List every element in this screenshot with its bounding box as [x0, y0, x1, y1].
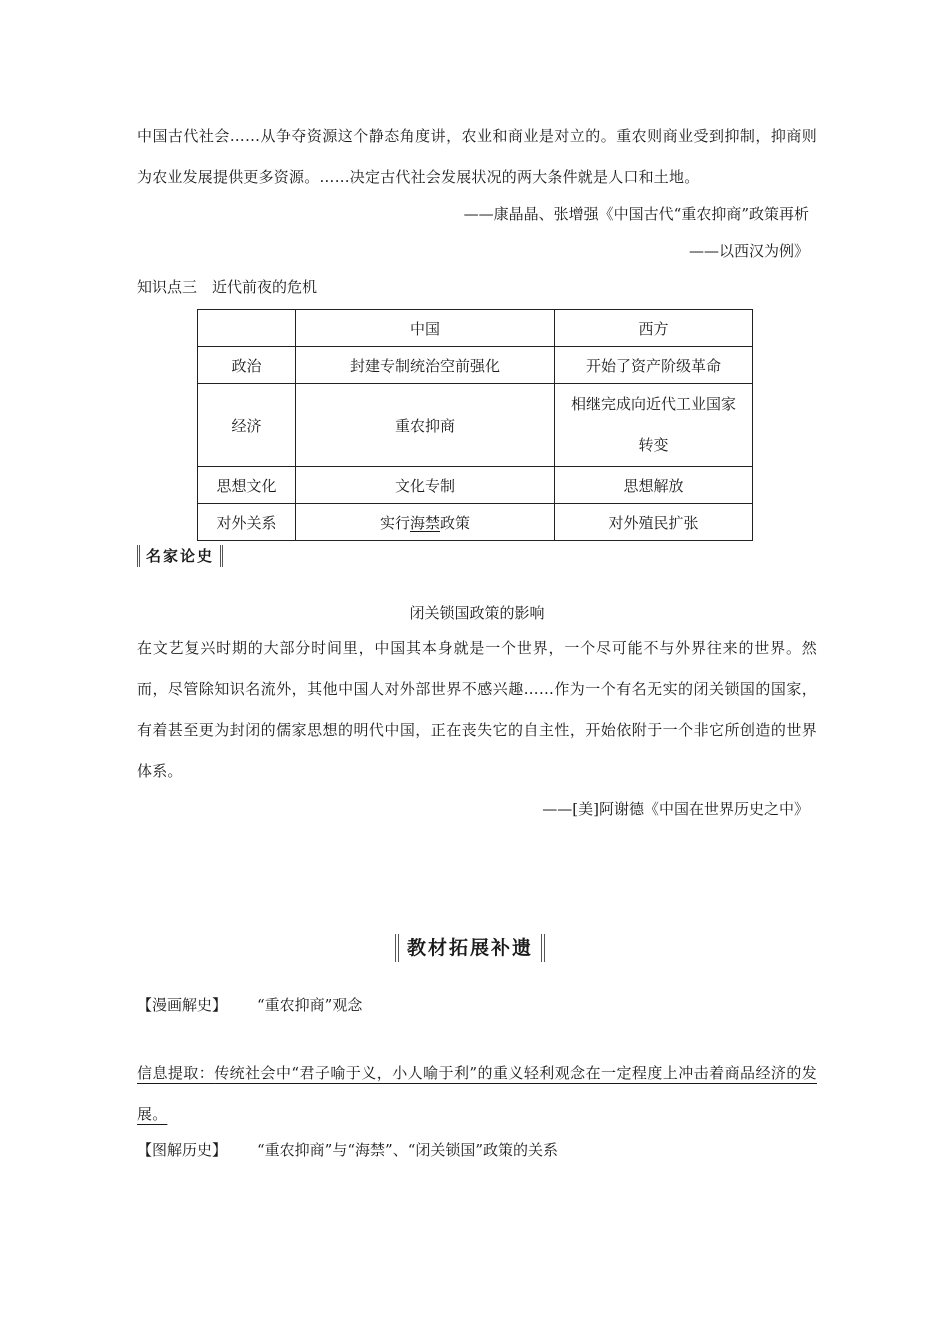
- west-cell-text: 相继完成向近代工业国家转变: [570, 395, 736, 454]
- info-paragraph: [137, 1053, 817, 1135]
- row-label: 对外关系: [198, 504, 296, 541]
- china-cell: 文化专制: [296, 467, 555, 504]
- west-cell: 对外殖民扩张: [555, 504, 753, 541]
- quote-paragraph: 中国古代社会……从争夺资源这个静态角度讲，农业和商业是对立的。重农则商业受到抑制，抑商则为农业发展提供更多资源。……决定古代社会发展状况的两大条件就是人口和土地。: [137, 127, 817, 186]
- diagram-line: [137, 1139, 558, 1160]
- table-row: [198, 504, 753, 541]
- quote-source-line2: ——以西汉为例》: [688, 242, 809, 260]
- table-header-cell: 西方: [555, 310, 753, 347]
- underlined-term: 海禁: [409, 513, 440, 532]
- section-heading: 知识点三 近代前夜的危机: [137, 278, 318, 296]
- info-text: 传统社会中“君子喻于义，小人喻于利”的重义轻利观念在一定程度上冲击着商品经济的发展。: [137, 1064, 817, 1123]
- row-label: 思想文化: [198, 467, 296, 504]
- row-label: 经济: [198, 384, 296, 467]
- china-cell: [296, 504, 555, 541]
- table-header-cell: [198, 310, 296, 347]
- scholars-source: ——[美]阿谢德《中国在世界历史之中》: [542, 800, 809, 818]
- china-cell-suffix: 政策: [440, 513, 471, 532]
- scholars-paragraph: 在文艺复兴时期的大部分时间里，中国其本身就是一个世界，一个尽可能不与外界往来的世界。然而，尽管除知识名流外，其他中国人对外部世界不感兴趣……作为一个有名无实的闭关锁国的国家，有着甚至更为封闭的儒家思想的明代中国，正在丧失它的自主性，开始依附于一个非它所创造的世界体系。: [137, 639, 817, 780]
- china-cell: 重农抑商: [296, 384, 555, 467]
- table-row: [198, 467, 753, 504]
- info-label: 信息提取：: [137, 1064, 215, 1082]
- table-header-cell: 中国: [296, 310, 555, 347]
- cartoon-title: “重农抑商”观念: [257, 996, 363, 1014]
- diagram-label: 【图解历史】: [137, 1141, 228, 1159]
- table-header-row: [198, 310, 753, 347]
- quote-source-line1: ——康晶晶、张增强《中国古代“重农抑商”政策再析: [463, 205, 809, 223]
- west-cell: 开始了资产阶级革命: [555, 347, 753, 384]
- cartoon-label: 【漫画解史】: [137, 996, 228, 1014]
- china-cell-prefix: 实行: [379, 513, 410, 532]
- table-row: [198, 384, 753, 467]
- west-cell: [555, 384, 753, 467]
- china-cell: 封建专制统治空前强化: [296, 347, 555, 384]
- expansion-title: 教材拓展补遗: [395, 934, 545, 962]
- scholars-box-title: 名家论史: [137, 545, 223, 567]
- west-cell: 思想解放: [555, 467, 753, 504]
- diagram-title: “重农抑商”与“海禁”、“闭关锁国”政策的关系: [257, 1141, 559, 1159]
- row-label: 政治: [198, 347, 296, 384]
- comparison-table: [197, 309, 753, 541]
- scholars-title: 闭关锁国政策的影响: [409, 604, 545, 622]
- table-row: [198, 347, 753, 384]
- cartoon-line: [137, 994, 362, 1015]
